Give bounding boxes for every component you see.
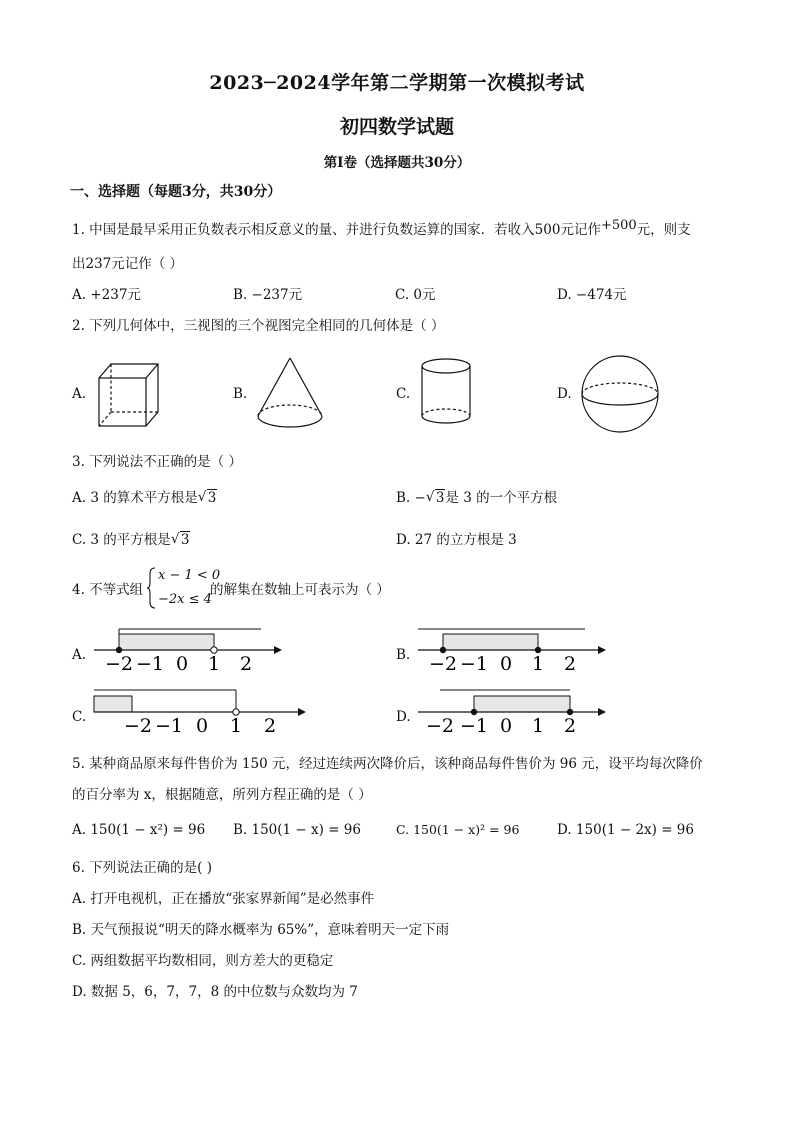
- q1-option-b[interactable]: B. −237元: [233, 287, 303, 303]
- q3-option-b[interactable]: [396, 488, 557, 508]
- cylinder-icon: [415, 350, 485, 440]
- q5-option-b[interactable]: B. 150(1 − x) = 96: [233, 822, 361, 838]
- tick-label: −2: [123, 715, 153, 736]
- q2-option-c-label[interactable]: C.: [396, 386, 411, 402]
- number-line-b: [410, 622, 610, 674]
- sqrt-3: √ 3: [171, 530, 191, 550]
- tick-label: 0: [499, 715, 513, 736]
- q1-option-a[interactable]: A. +237元: [72, 287, 141, 303]
- tick-label: 2: [563, 653, 577, 674]
- q6-option-a[interactable]: A. 打开电视机，正在播放“张家界新闻”是必然事件: [72, 891, 375, 907]
- q2-option-d-label[interactable]: D.: [557, 386, 572, 402]
- q3-option-a[interactable]: [72, 488, 217, 508]
- cuboid-icon: [90, 350, 170, 440]
- tick-label: 2: [263, 715, 277, 736]
- sqrt-3: √ 3: [198, 488, 218, 508]
- q2-option-a-label[interactable]: A.: [72, 386, 87, 402]
- question-6-text: 6. 下列说法正确的是( ): [72, 860, 212, 876]
- tick-label: 2: [239, 653, 253, 674]
- number-line-a: [86, 622, 286, 674]
- q6-option-b[interactable]: B. 天气预报说“明天的降水概率为 65%”，意味着明天一定下雨: [72, 922, 450, 938]
- tick-label: −2: [428, 653, 458, 674]
- q6-option-d[interactable]: D. 数据 5，6，7，7，8 的中位数与众数均为 7: [72, 984, 358, 1000]
- inequality-2: −2x ≤ 4: [158, 592, 212, 607]
- system-brace-icon: [146, 566, 156, 610]
- tick-label: −1: [135, 653, 165, 674]
- sphere-icon: [578, 352, 668, 442]
- number-line-c: [86, 684, 308, 736]
- tick-label: 2: [563, 715, 577, 736]
- tick-label: −1: [459, 653, 489, 674]
- q3-option-c-text: C. 3 的平方根是: [72, 532, 171, 548]
- q3-option-d[interactable]: D. 27 的立方根是 3: [396, 532, 517, 548]
- question-5-line2: 的百分率为 x，根据随意，所列方程正确的是（ ）: [72, 787, 372, 803]
- q5-option-c[interactable]: C. 150(1 − x)² = 96: [396, 822, 520, 837]
- question-1-text-end: 元，则支: [636, 222, 691, 238]
- q5-option-d[interactable]: D. 150(1 − 2x) = 96: [557, 822, 694, 838]
- question-1-line2: 出237元记作（ ）: [72, 256, 184, 272]
- question-1-text: 1. 中国是最早采用正负数表示相反意义的量、并进行负数运算的国家．若收入500元记作: [72, 222, 601, 238]
- q3-option-c[interactable]: [72, 530, 190, 550]
- section-heading: 一、选择题（每题3分，共30分）: [70, 184, 282, 200]
- question-1-superscript: +500: [600, 218, 637, 233]
- tick-label: 0: [195, 715, 209, 736]
- inequality-1: x − 1 < 0: [158, 568, 221, 583]
- exam-subtitle: 初四数学试题: [339, 116, 454, 138]
- q4-option-b-label[interactable]: B.: [396, 647, 411, 663]
- tick-label: 1: [531, 653, 545, 674]
- q4-option-a-label[interactable]: A.: [72, 647, 87, 663]
- question-2-text: 2. 下列几何体中，三视图的三个视图完全相同的几何体是（ ）: [72, 318, 445, 334]
- q4-option-c-label[interactable]: C.: [72, 709, 87, 725]
- question-3-text: 3. 下列说法不正确的是（ ）: [72, 454, 242, 470]
- q1-option-d[interactable]: D. −474元: [557, 287, 627, 303]
- number-line-d: [410, 684, 610, 736]
- cone-icon: [250, 350, 340, 440]
- question-4-pre: 4. 不等式组: [72, 582, 144, 598]
- question-5-line1: 5. 某种商品原来每件售价为 150 元，经过连续两次降价后，该种商品每件售价为 96 元，设平均每次降价: [72, 756, 703, 772]
- q3-option-b-text: 是 3 的一个平方根: [445, 490, 558, 506]
- q3-option-b-prefix: B. −: [396, 490, 426, 506]
- exam-title: 2023─2024学年第二学期第一次模拟考试: [209, 72, 585, 94]
- tick-label: −2: [104, 653, 134, 674]
- q1-option-c[interactable]: C. 0元: [395, 287, 436, 303]
- sqrt-3: √ 3: [426, 488, 446, 508]
- question-4-post: 的解集在数轴上可表示为（ ）: [210, 582, 390, 598]
- tick-label: 0: [499, 653, 513, 674]
- tick-label: 1: [207, 653, 221, 674]
- tick-label: 1: [531, 715, 545, 736]
- tick-label: 1: [229, 715, 243, 736]
- q3-option-a-text: A. 3 的算术平方根是: [72, 490, 198, 506]
- question-1: [72, 220, 691, 241]
- paper-part-heading: 第Ⅰ卷（选择题共30分）: [323, 155, 471, 171]
- tick-label: −2: [425, 715, 455, 736]
- q5-option-a[interactable]: A. 150(1 − x²) = 96: [72, 822, 206, 838]
- q2-option-b-label[interactable]: B.: [233, 386, 248, 402]
- q6-option-c[interactable]: C. 两组数据平均数相同，则方差大的更稳定: [72, 953, 334, 969]
- tick-label: −1: [154, 715, 184, 736]
- q4-option-d-label[interactable]: D.: [396, 709, 411, 725]
- tick-label: 0: [175, 653, 189, 674]
- tick-label: −1: [459, 715, 489, 736]
